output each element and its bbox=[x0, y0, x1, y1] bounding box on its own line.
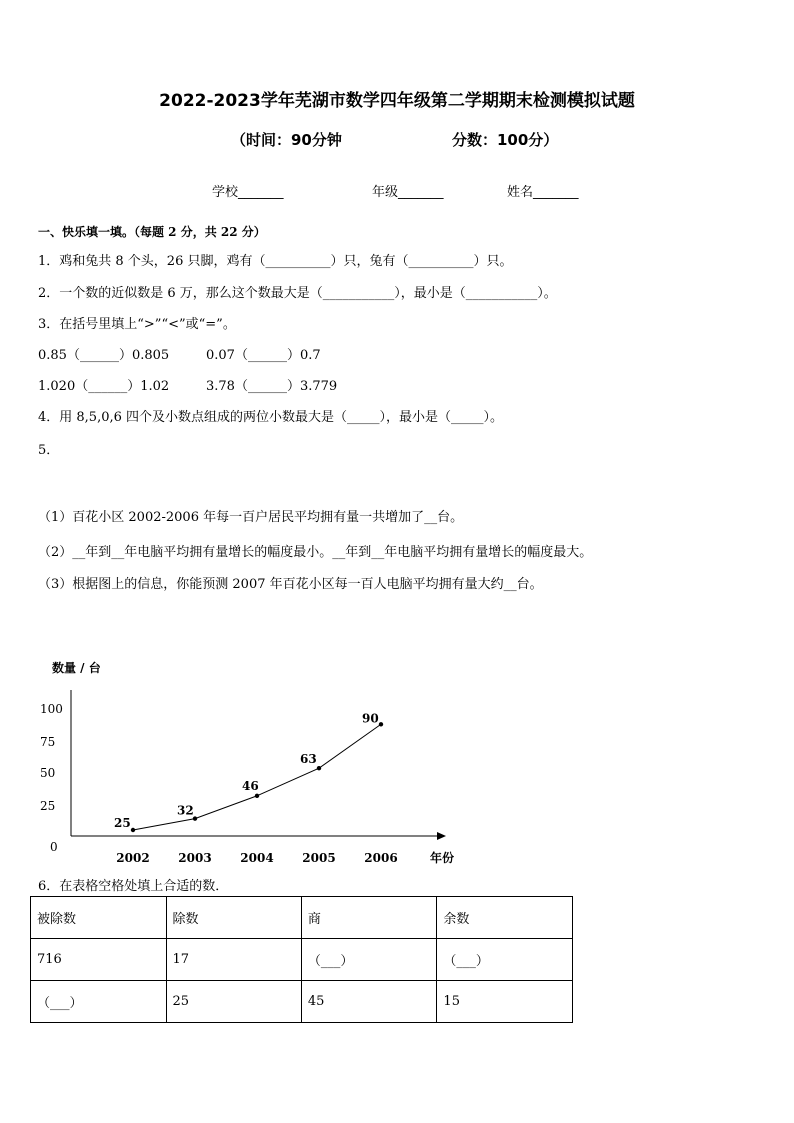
table-header-cell: 商 bbox=[301, 897, 437, 939]
chart-data-label: 63 bbox=[300, 752, 317, 767]
question-1: 1．鸡和兔共 8 个头，26 只脚，鸡有（__________）只，兔有（__________）只。 bbox=[38, 254, 513, 269]
chart-ylabel: 数量 / 台 bbox=[52, 661, 101, 675]
table-row bbox=[31, 981, 573, 1023]
chart-origin-label: 0 bbox=[50, 840, 58, 854]
question-3-row2-a: 1.020（______）1.02 bbox=[38, 379, 170, 394]
chart-y-tick-label: 100 bbox=[40, 702, 63, 716]
chart-data-point bbox=[131, 828, 135, 832]
chart-data-point bbox=[255, 794, 259, 798]
chart-data-label: 25 bbox=[114, 816, 131, 830]
table-cell-blank[interactable]: （___） bbox=[301, 939, 437, 981]
table-header-cell: 余数 bbox=[437, 897, 573, 939]
table-cell: 716 bbox=[31, 939, 167, 981]
chart-data-point bbox=[317, 766, 321, 770]
line-chart bbox=[0, 650, 794, 875]
chart-y-tick-label: 75 bbox=[40, 735, 56, 749]
chart-x-tick-label: 2006 bbox=[364, 851, 398, 865]
chart-xlabel: 年份 bbox=[430, 851, 455, 865]
question-6: 6．在表格空格处填上合适的数． bbox=[38, 879, 229, 894]
table-cell: 45 bbox=[301, 981, 437, 1023]
chart-y-tick-label: 50 bbox=[40, 766, 56, 780]
chart-x-tick-label: 2005 bbox=[302, 851, 336, 865]
exam-time: （时间：90分钟 bbox=[231, 131, 342, 149]
table-header-row bbox=[31, 897, 573, 939]
table-header-cell: 被除数 bbox=[31, 897, 167, 939]
table-cell-blank[interactable]: （___） bbox=[437, 939, 573, 981]
chart-data-label: 32 bbox=[177, 803, 194, 818]
school-field[interactable]: 学校_______ bbox=[212, 185, 284, 200]
chart-x-tick-label: 2002 bbox=[116, 851, 150, 865]
table-row bbox=[31, 939, 573, 981]
question-5-part-1: （1）百花小区 2002-2006 年每一百户居民平均拥有量一共增加了__台。 bbox=[38, 510, 464, 525]
table-header-cell: 除数 bbox=[166, 897, 301, 939]
question-5: 5． bbox=[38, 443, 60, 458]
question-3-row1-b: 0.07（______）0.7 bbox=[206, 348, 321, 363]
section-heading: 一、快乐填一填。（每题 2 分，共 22 分） bbox=[38, 225, 266, 239]
question-5-part-3: （3）根据图上的信息，你能预测 2007 年百花小区每一百人电脑平均拥有量大约__台。 bbox=[38, 577, 543, 592]
question-5-part-2: （2）__年到__年电脑平均拥有量增长的幅度最小。__年到__年电脑平均拥有量增长的幅度最大。 bbox=[38, 545, 593, 560]
grade-field[interactable]: 年级_______ bbox=[372, 185, 444, 200]
chart-data-label: 90 bbox=[362, 711, 379, 726]
division-table bbox=[30, 896, 573, 1023]
name-field[interactable]: 姓名_______ bbox=[507, 185, 579, 200]
question-3-row2-b: 3.78（______）3.779 bbox=[206, 379, 338, 394]
table-cell: 25 bbox=[166, 981, 301, 1023]
table-cell-blank[interactable]: （___） bbox=[31, 981, 167, 1023]
table-cell: 17 bbox=[166, 939, 301, 981]
chart-x-arrow bbox=[437, 832, 446, 840]
question-2: 2．一个数的近似数是 6 万，那么这个数最大是（___________），最小是（___________）。 bbox=[38, 286, 557, 301]
question-4: 4．用 8,5,0,6 四个及小数点组成的两位小数最大是（_____），最小是（_____）。 bbox=[38, 410, 504, 425]
chart-data-label: 46 bbox=[242, 778, 259, 793]
question-3: 3．在括号里填上“>”“<”或“=”。 bbox=[38, 317, 236, 332]
table-cell: 15 bbox=[437, 981, 573, 1023]
chart-x-tick-label: 2003 bbox=[178, 851, 212, 865]
question-3-row1-a: 0.85（______）0.805 bbox=[38, 348, 170, 363]
chart-data-point bbox=[379, 722, 383, 726]
chart-y-tick-label: 25 bbox=[40, 799, 56, 813]
page-title: 2022-2023学年芜湖市数学四年级第二学期期末检测模拟试题 bbox=[159, 91, 635, 111]
chart-series-line bbox=[133, 724, 381, 830]
chart-x-tick-label: 2004 bbox=[240, 851, 274, 865]
exam-score: 分数：100分） bbox=[452, 131, 559, 149]
